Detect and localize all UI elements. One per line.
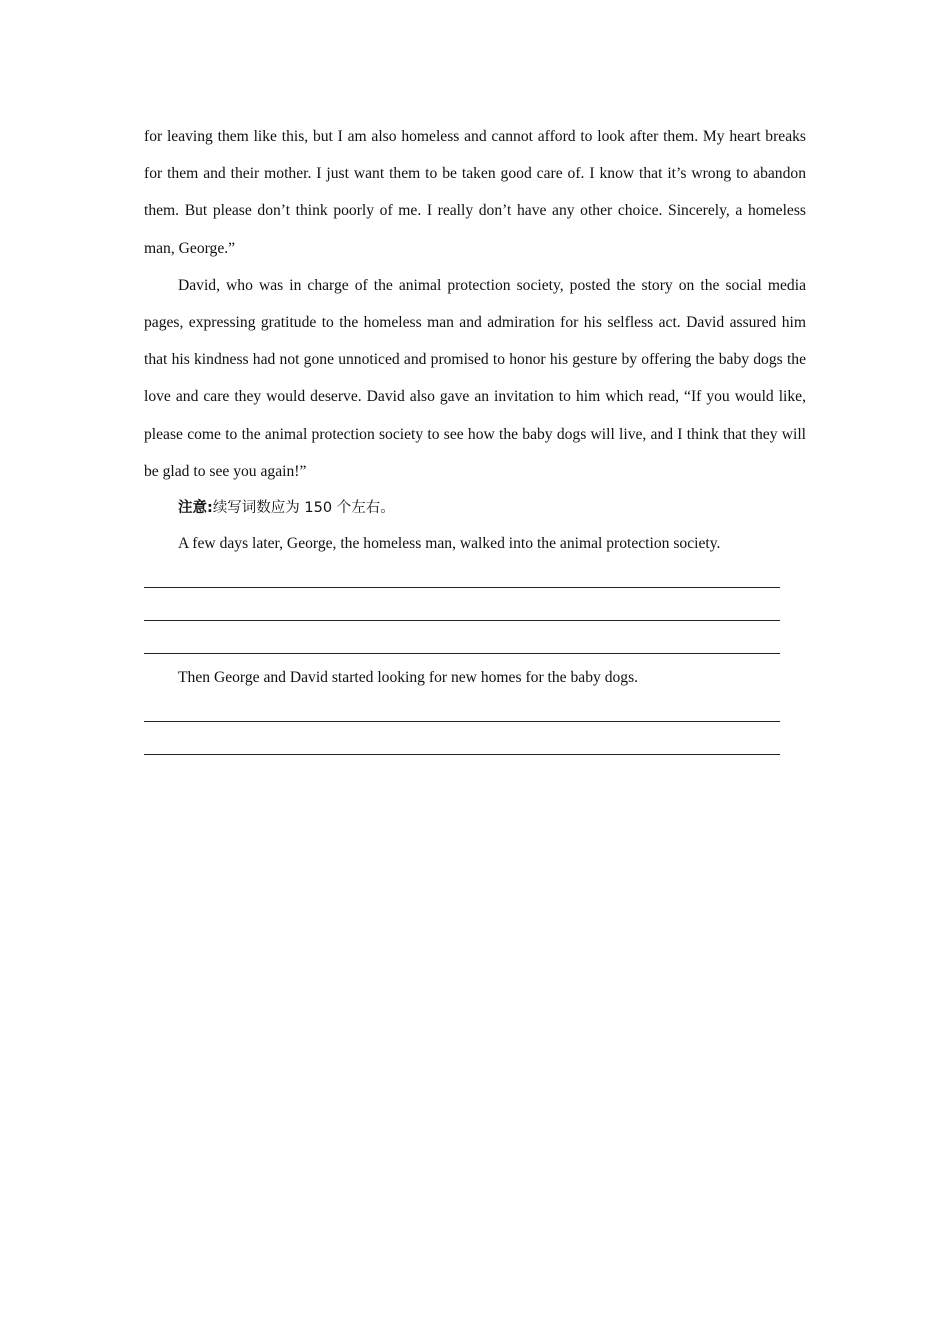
document-page [144, 118, 806, 755]
note-text: 续写词数应为 150 个左右。 [212, 500, 395, 517]
continuation-prompt-1: A few days later, George, the homeless man, walked into the animal protection society. [178, 535, 721, 553]
answer-line[interactable] [144, 695, 780, 722]
note-label: 注意: [178, 500, 213, 517]
story-paragraph-1: for leaving them like this, but I am also homeless and cannot afford to look after them. My heart breaks for them and their mother. I just want them to be taken good care of. I know that it’s wrong to abandon them. But please don’t think poorly of me. I really don’t have any other choice. Sincerely, a homeless man, George.” [144, 128, 806, 257]
answer-line[interactable] [144, 621, 780, 654]
answer-line[interactable] [144, 588, 780, 621]
story-paragraph-2: David, who was in charge of the animal protection society, posted the story on the social media pages, expressing gratitude to the homeless man and admiration for his selfless act. David assured him that his kindness had not gone unnoticed and promised to honor his gesture by offering the baby dogs the love and care they would deserve. David also gave an invitation to him which read, “If you would like, please come to the animal protection society to see how the baby dogs will live, and I think that they will be glad to see you again!” [144, 276, 806, 480]
answer-line[interactable] [144, 561, 780, 588]
answer-line[interactable] [144, 722, 780, 755]
word-count-note [144, 490, 806, 526]
continuation-prompt-2: Then George and David started looking for new homes for the baby dogs. [178, 669, 639, 687]
